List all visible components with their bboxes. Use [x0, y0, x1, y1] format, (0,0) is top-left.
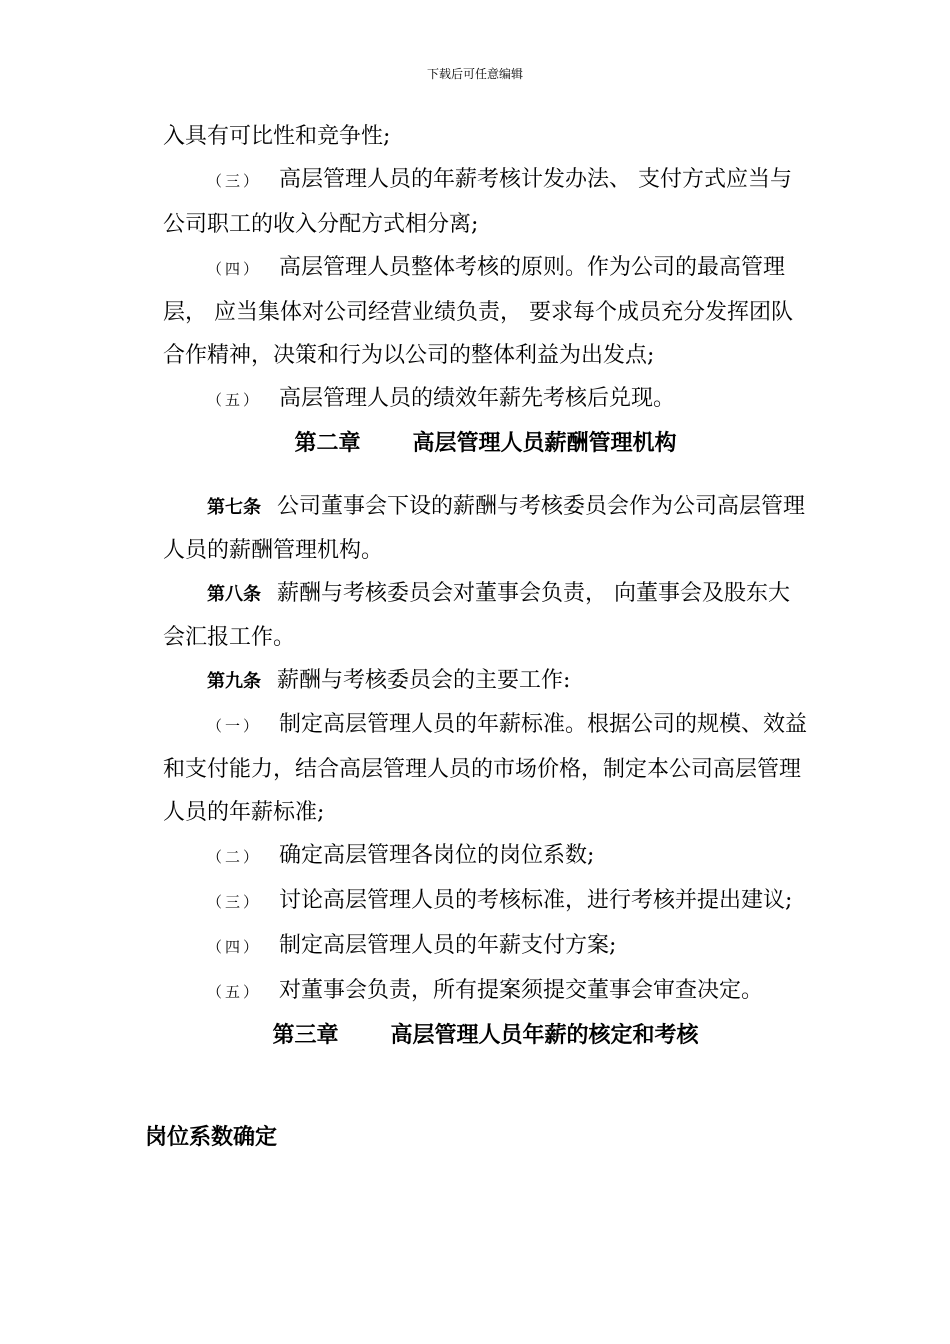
duty-text: 确定高层管理各岗位的岗位系数;: [279, 843, 595, 868]
clause-number: （五）: [207, 391, 262, 409]
article-eight: [163, 572, 808, 659]
duty-text: 制定高层管理人员的年薪支付方案;: [279, 933, 617, 958]
clause-text: 高层管理人员整体考核的原则。作为公司的最高管理层， 应当集体对公司经营业绩负责， 要求每个成员充分发挥团队合作精神，决策和行为以公司的整体利益为出发点;: [163, 255, 793, 368]
duty-number: （二）: [207, 848, 262, 866]
page-header: 下载后可任意编辑: [426, 67, 523, 81]
document-body: [163, 115, 808, 1057]
article-text: 薪酬与考核委员会的主要工作:: [277, 668, 571, 693]
chapter-number: 第三章: [272, 1022, 339, 1048]
paragraph-continuation: 入具有可比性和竞争性;: [163, 124, 391, 149]
article-label: 第九条: [207, 671, 261, 692]
duty-number: （五）: [207, 983, 262, 1001]
clause-three: [163, 158, 808, 246]
clause-text: 高层管理人员的年薪考核计发办法、 支付方式应当与公司职工的收入分配方式相分离;: [163, 167, 793, 237]
duty-two: [163, 834, 808, 879]
article-label: 第七条: [207, 497, 261, 518]
duty-number: （一）: [207, 717, 262, 735]
duty-four: [163, 924, 808, 969]
chapter-heading-two: [163, 422, 808, 465]
chapter-number: 第二章: [294, 430, 361, 456]
article-text: 公司董事会下设的薪酬与考核委员会作为公司高层管理人员的薪酬管理机构。: [163, 494, 806, 563]
article-nine: [163, 659, 808, 703]
chapter-title: 高层管理人员薪酬管理机构: [412, 430, 677, 456]
duty-text: 制定高层管理人员的年薪标准。根据公司的规模、效益和支付能力，结合高层管理人员的市场价格，制定本公司高层管理人员的年薪标准;: [163, 712, 808, 825]
article-text: 薪酬与考核委员会对董事会负责， 向董事会及股东大会汇报工作。: [163, 581, 790, 650]
clause-number: （三）: [207, 172, 262, 190]
duty-one: [163, 703, 808, 834]
duty-number: （三）: [207, 893, 262, 911]
duty-text: 讨论高层管理人员的考核标准，进行考核并提出建议;: [279, 888, 793, 913]
clause-text: 高层管理人员的绩效年薪先考核后兑现。: [279, 386, 676, 411]
duty-three: [163, 879, 808, 924]
section-heading: 岗位系数确定: [145, 1124, 278, 1150]
clause-four: [163, 246, 808, 377]
clause-number: （四）: [207, 260, 262, 278]
chapter-title: 高层管理人员年薪的核定和考核: [390, 1022, 699, 1048]
article-seven: [163, 485, 808, 572]
article-label: 第八条: [207, 584, 261, 605]
clause-five: [163, 377, 808, 422]
duty-five: [163, 969, 808, 1014]
duty-number: （四）: [207, 938, 262, 956]
chapter-heading-three: [163, 1014, 808, 1057]
duty-text: 对董事会负责，所有提案须提交董事会审查决定。: [279, 978, 764, 1003]
